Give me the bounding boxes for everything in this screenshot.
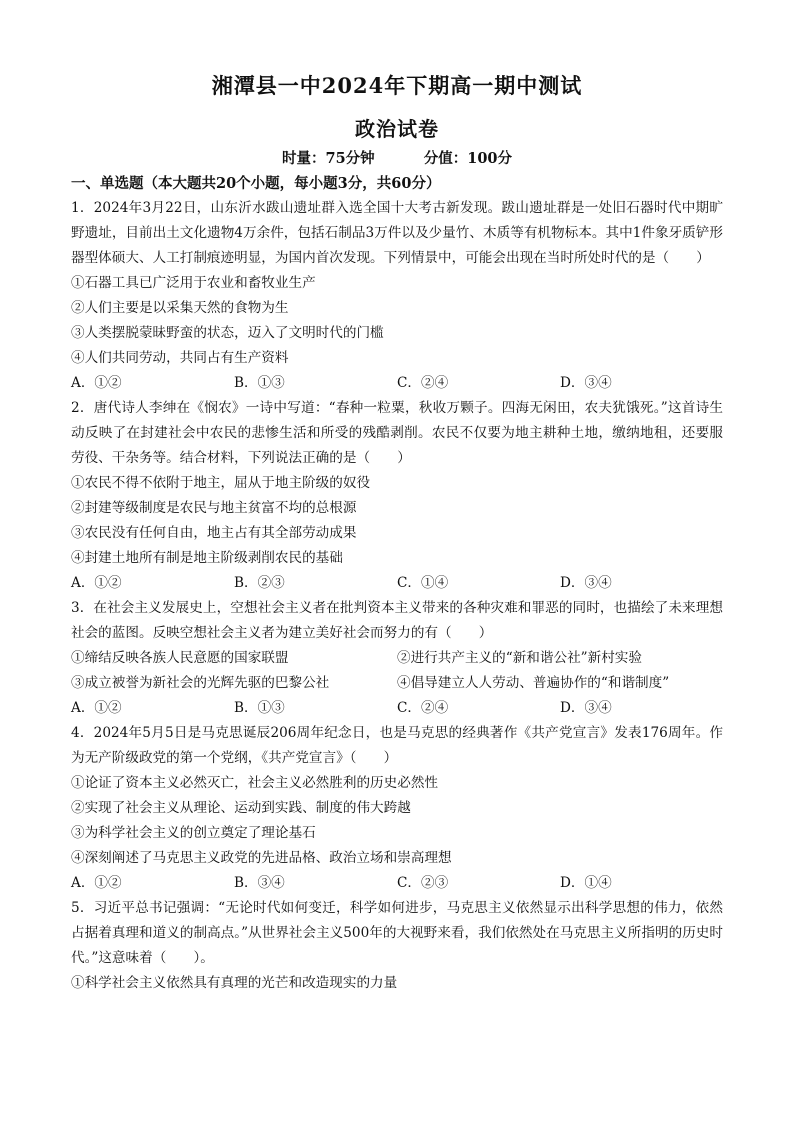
q4-option-c[interactable]: C．②③ (397, 875, 449, 891)
q3-option-d[interactable]: D．③④ (560, 700, 612, 716)
q1-option-c[interactable]: C．②④ (397, 375, 449, 391)
q4-item-4: ④深刻阐述了马克思主义政党的先进品格、政治立场和崇高理想 (71, 850, 452, 866)
exam-subtitle: 政治试卷 (355, 117, 439, 141)
q4-option-a[interactable]: A．①② (71, 875, 122, 891)
q4-item-3: ③为科学社会主义的创立奠定了理论基石 (71, 825, 316, 841)
q2-option-b[interactable]: B．②③ (234, 575, 285, 591)
q3-option-c[interactable]: C．②④ (397, 700, 449, 716)
q3-option-b[interactable]: B．①③ (234, 700, 285, 716)
q2-item-3: ③农民没有任何自由，地主占有其全部劳动成果 (71, 525, 357, 541)
q1-item-1: ①石器工具已广泛用于农业和畜牧业生产 (71, 275, 316, 291)
q3-option-a[interactable]: A．①② (71, 700, 122, 716)
exam-meta (0, 147, 794, 168)
q3-items-row-1 (71, 646, 723, 671)
section-heading: 一、单选题（本大题共20个小题，每小题3分，共60分） (71, 175, 441, 192)
q4-item-2: ②实现了社会主义从理论、运动到实践、制度的伟大跨越 (71, 800, 411, 816)
q3-item-1: ①缔结反映各族人民意愿的国家联盟 (71, 650, 289, 666)
questions (71, 196, 723, 996)
q3-items-row-2 (71, 671, 723, 696)
q2-item-1: ①农民不得不依附于地主，屈从于地主阶级的奴役 (71, 475, 371, 491)
q1-option-a[interactable]: A．①② (71, 375, 122, 391)
time-limit: 时量：75分钟 (281, 150, 375, 167)
q2-item-4: ④封建土地所有制是地主阶级剥削农民的基础 (71, 550, 343, 566)
q2-option-c[interactable]: C．①④ (397, 575, 449, 591)
q3-item-3: ③成立被誉为新社会的光辉先驱的巴黎公社 (71, 675, 330, 691)
q2-options (71, 571, 723, 596)
q4-option-b[interactable]: B．③④ (234, 875, 285, 891)
q4-option-d[interactable]: D．①④ (560, 875, 612, 891)
question-1-stem: 1．2024年3月22日，山东沂水跋山遗址群入选全国十大考古新发现。跋山遗址群是一处旧石器时代中期旷野遗址，目前出土文化遗物4万余件，包括石制品3万件以及少量竹、木质等有机物标本。其中1件象牙质铲形器型体硕大、人工打制痕迹明显，为国内首次发现。下列情景中，可能会出现在当时所处时代的是（ ） (71, 200, 723, 266)
q2-item-2: ②封建等级制度是农民与地主贫富不均的总根源 (71, 500, 357, 516)
q1-option-d[interactable]: D．③④ (560, 375, 612, 391)
question-5-stem: 5．习近平总书记强调：“无论时代如何变迁，科学如何进步，马克思主义依然显示出科学思想的伟力，依然占据着真理和道义的制高点。”从世界社会主义500年的大视野来看，我们依然处在马克思主义所指明的历史时代。”这意味着（ ）。 (71, 900, 723, 966)
q3-options (71, 696, 723, 721)
q2-option-a[interactable]: A．①② (71, 575, 122, 591)
q1-option-b[interactable]: B．①③ (234, 375, 285, 391)
q1-options (71, 371, 723, 396)
q4-options (71, 871, 723, 896)
question-4-stem: 4．2024年5月5日是马克思诞辰206周年纪念日，也是马克思的经典著作《共产党宣言》发表176周年。作为无产阶级政党的第一个党纲，《共产党宣言》（ ） (71, 725, 723, 766)
question-2-stem: 2．唐代诗人李绅在《悯农》一诗中写道：“春种一粒粟，秋收万颗子。四海无闲田，农夫犹饿死。”这首诗生动反映了在封建社会中农民的悲惨生活和所受的残酷剥削。农民不仅要为地主耕种土地，缴纳地租，还要服劳役、干杂务等。结合材料，下列说法正确的是（ ） (71, 400, 723, 466)
exam-title: 湘潭县一中2024年下期高一期中测试 (211, 73, 583, 98)
q3-item-4: ④倡导建立人人劳动、普遍协作的“和谐制度” (397, 675, 670, 691)
q1-item-4: ④人们共同劳动，共同占有生产资料 (71, 350, 289, 366)
q3-item-2: ②进行共产主义的“新和谐公社”新村实验 (397, 650, 642, 666)
total-score: 分值：100分 (423, 150, 513, 167)
question-3-stem: 3．在社会主义发展史上，空想社会主义者在批判资本主义带来的各种灾难和罪恶的同时，也描绘了未来理想社会的蓝图。反映空想社会主义者为建立美好社会而努力的有（ ） (71, 600, 723, 641)
q1-item-3: ③人类摆脱蒙昧野蛮的状态，迈入了文明时代的门槛 (71, 325, 384, 341)
q4-item-1: ①论证了资本主义必然灭亡，社会主义必然胜利的历史必然性 (71, 775, 439, 791)
q5-item-1: ①科学社会主义依然具有真理的光芒和改造现实的力量 (71, 975, 398, 991)
q2-option-d[interactable]: D．③④ (560, 575, 612, 591)
q1-item-2: ②人们主要是以采集天然的食物为生 (71, 300, 289, 316)
